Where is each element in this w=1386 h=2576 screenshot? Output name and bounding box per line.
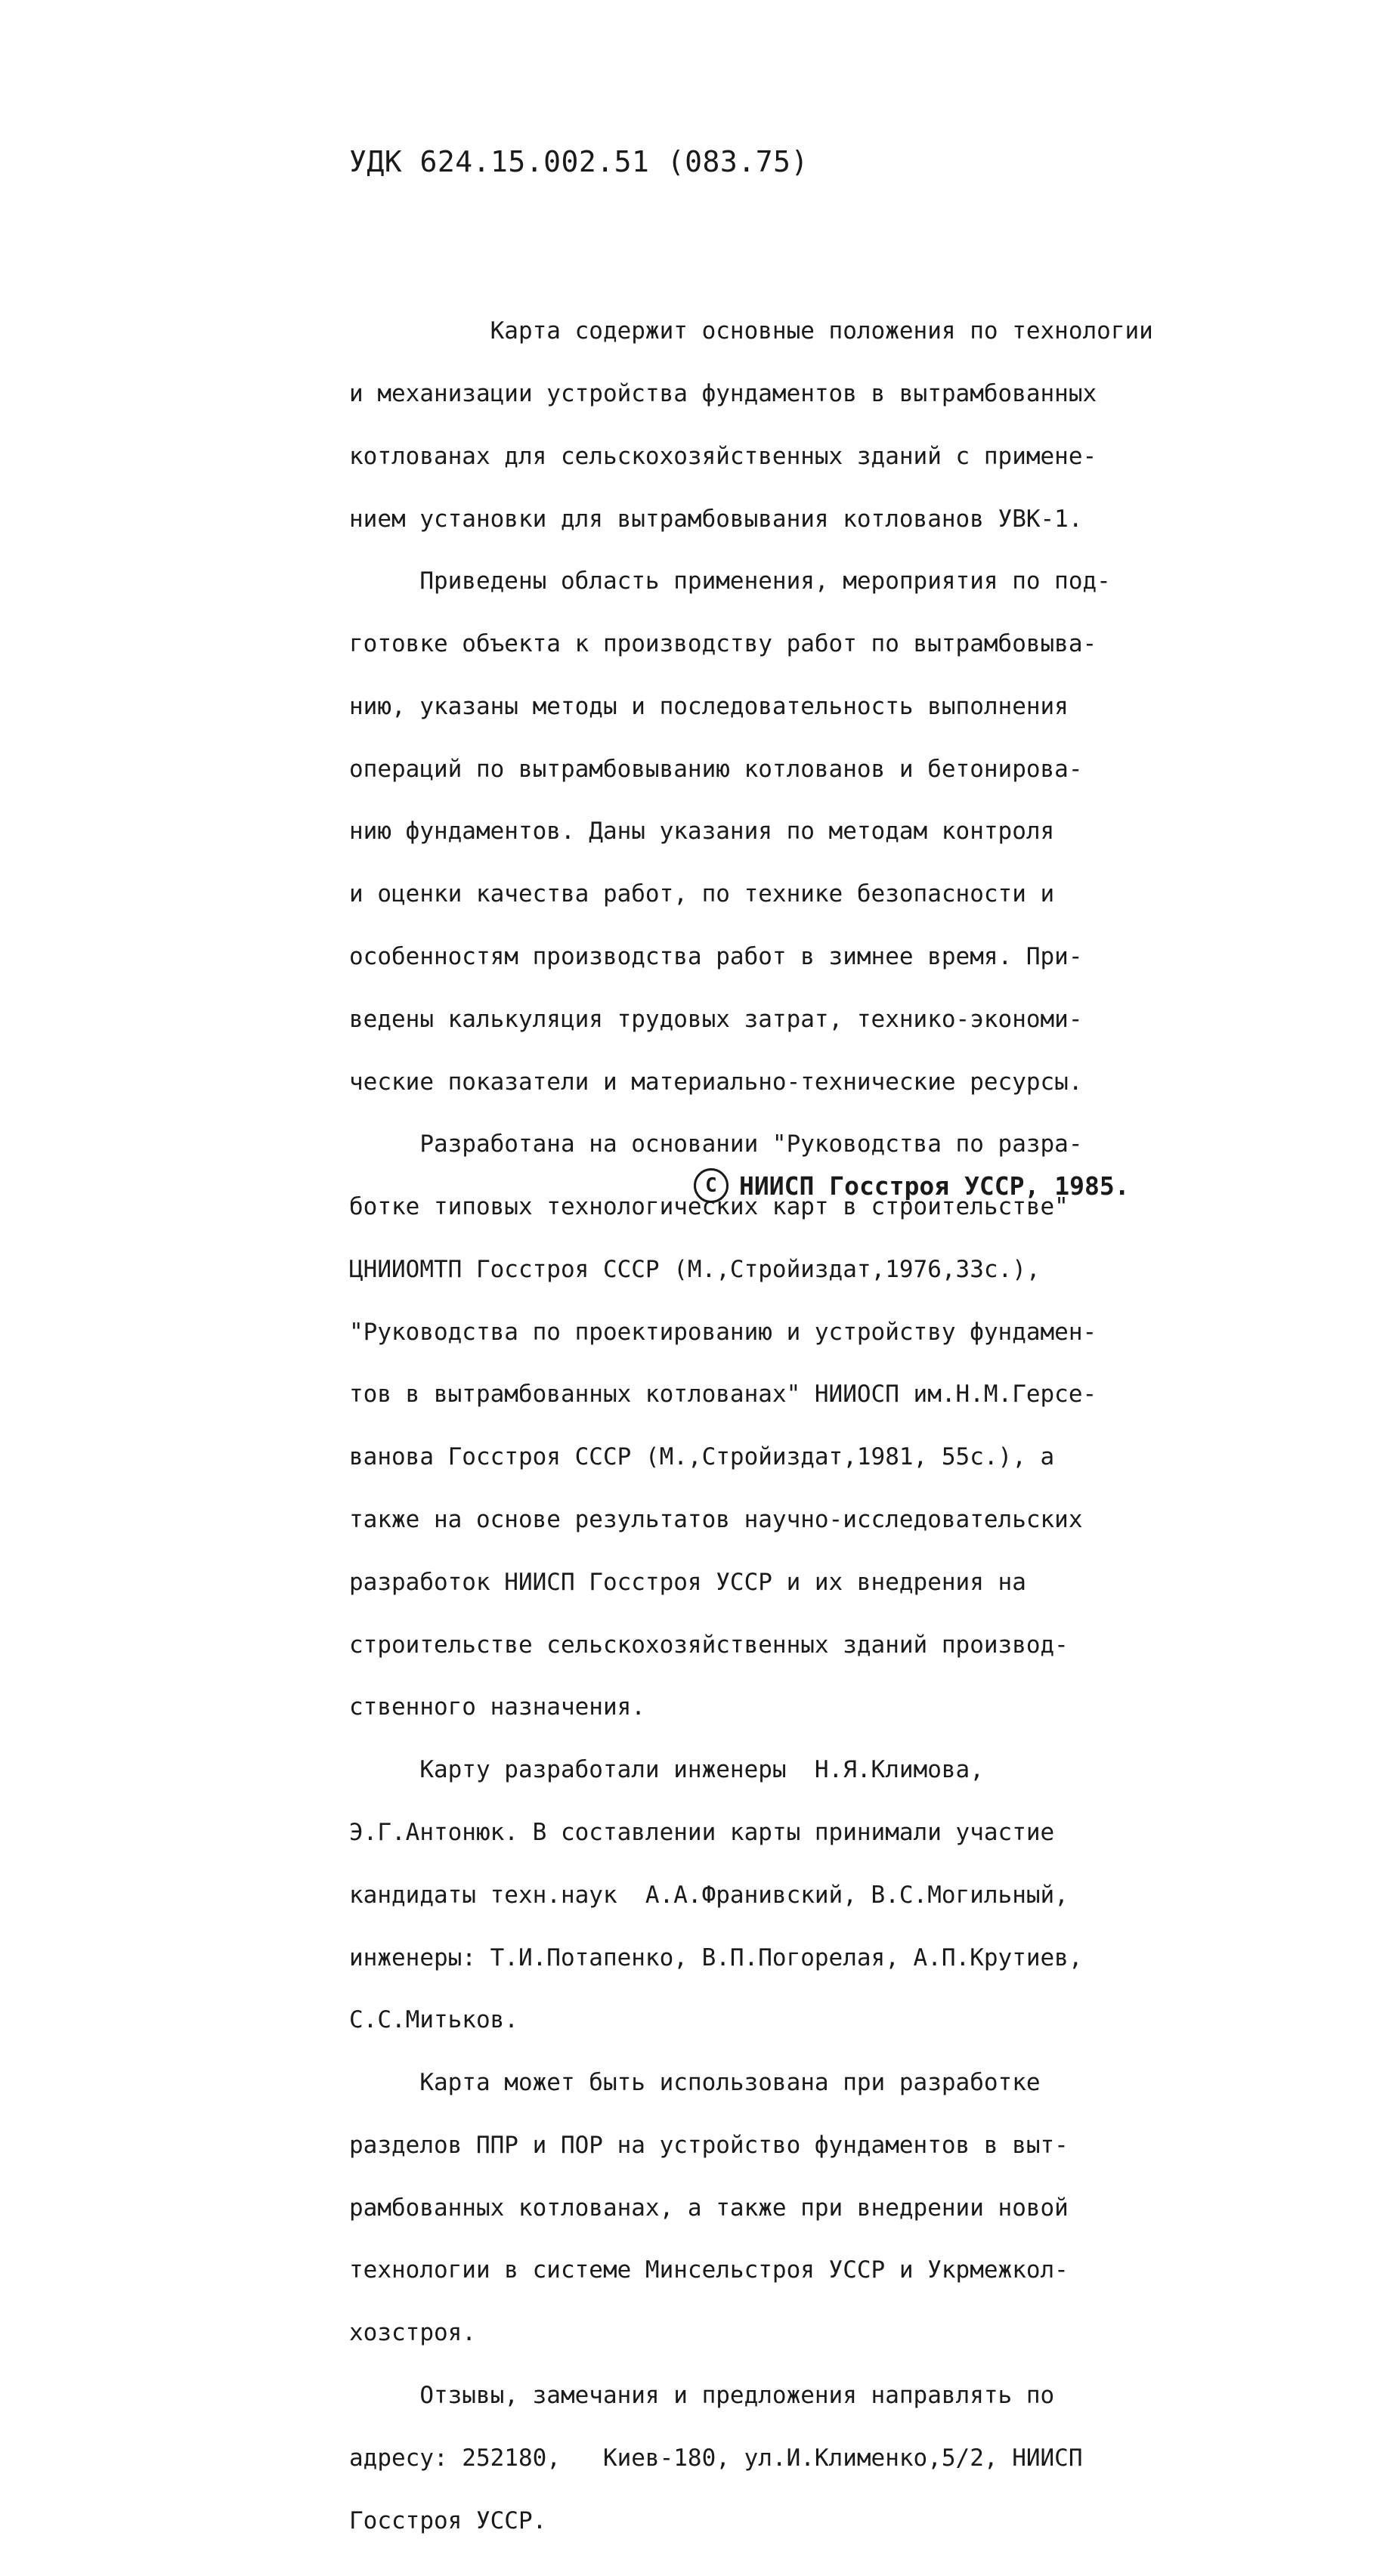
text-line: Э.Г.Антонюк. В составлении карты принимали участие bbox=[349, 1818, 1055, 1846]
text-line: адресу: 252180, Киев-180, ул.И.Клименко,5/2, НИИСП bbox=[349, 2444, 1083, 2472]
text-line: Разработана на основании "Руководства по разра- bbox=[349, 1130, 1083, 1158]
text-line: разработок НИИСП Госстроя УССР и их внедрения на bbox=[349, 1568, 1026, 1596]
text-line: ственного назначения. bbox=[349, 1693, 645, 1721]
text-line: нию, указаны методы и последовательность выполнения bbox=[349, 692, 1069, 720]
text-line: кандидаты техн.наук А.А.Франивский, В.С.Могильный, bbox=[349, 1881, 1069, 1909]
text-line: технологии в системе Минсельстроя УССР и Укрмежкол- bbox=[349, 2256, 1069, 2284]
text-line: строительстве сельскохозяйственных зданий производ- bbox=[349, 1631, 1069, 1659]
text-line: операций по вытрамбовыванию котлованов и бетонирова- bbox=[349, 755, 1083, 783]
text-line: ведены калькуляция трудовых затрат, технико-экономи- bbox=[349, 1005, 1083, 1033]
text-line: рамбованных котлованах, а также при внедрении новой bbox=[349, 2194, 1069, 2222]
text-line: ческие показатели и материально-технические ресурсы. bbox=[349, 1068, 1083, 1096]
text-line: инженеры: Т.И.Потапенко, В.П.Погорелая, А.П.Крутиев, bbox=[349, 1944, 1083, 1971]
text-line: и механизации устройства фундаментов в вытрамбованных bbox=[349, 379, 1097, 407]
text-line: также на основе результатов научно-исследовательских bbox=[349, 1506, 1083, 1534]
udk-code: УДК 624.15.002.51 (083.75) bbox=[349, 145, 809, 178]
copyright-notice bbox=[694, 1168, 1130, 1203]
text-line: ботке типовых технологических карт в строительстве" bbox=[349, 1193, 1069, 1221]
text-line: нию фундаментов. Даны указания по методам контроля bbox=[349, 818, 1055, 846]
text-line: и оценки качества работ, по технике безопасности и bbox=[349, 880, 1055, 908]
text-line: Карта может быть использована при разработке bbox=[349, 2069, 1041, 2097]
text-line: ванова Госстроя СССР (М.,Стройиздат,1981, 55с.), а bbox=[349, 1443, 1055, 1471]
text-line: особенностям производства работ в зимнее время. При- bbox=[349, 943, 1083, 970]
abstract-text bbox=[349, 280, 1165, 2573]
text-line: нием установки для вытрамбовывания котлованов УВК-1. bbox=[349, 505, 1083, 533]
text-line: хозстроя. bbox=[349, 2319, 476, 2347]
text-line: Карту разработали инженеры Н.Я.Климова, bbox=[349, 1756, 984, 1784]
copyright-icon: C bbox=[694, 1168, 729, 1203]
text-line: готовке объекта к производству работ по вытрамбовыва- bbox=[349, 630, 1097, 658]
copyright-text: НИИСП Госстроя УССР, 1985. bbox=[739, 1170, 1130, 1201]
text-line: Приведены область применения, мероприятия по под- bbox=[349, 567, 1111, 595]
text-line: котлованах для сельскохозяйственных зданий с примене- bbox=[349, 442, 1097, 470]
text-line: Карта содержит основные положения по технологии bbox=[349, 317, 1153, 345]
text-line: "Руководства по проектированию и устройству фундамен- bbox=[349, 1318, 1097, 1346]
text-line: С.С.Митьков. bbox=[349, 2006, 518, 2034]
text-line: ЦНИИОМТП Госстроя СССР (М.,Стройиздат,1976,33с.), bbox=[349, 1255, 1041, 1283]
text-line: тов в вытрамбованных котлованах" НИИОСП им.Н.М.Герсе- bbox=[349, 1381, 1097, 1409]
text-line: Госстроя УССР. bbox=[349, 2506, 547, 2534]
text-line: Отзывы, замечания и предложения направлять по bbox=[349, 2381, 1055, 2409]
text-line: разделов ППР и ПОР на устройство фундаментов в выт- bbox=[349, 2131, 1069, 2159]
